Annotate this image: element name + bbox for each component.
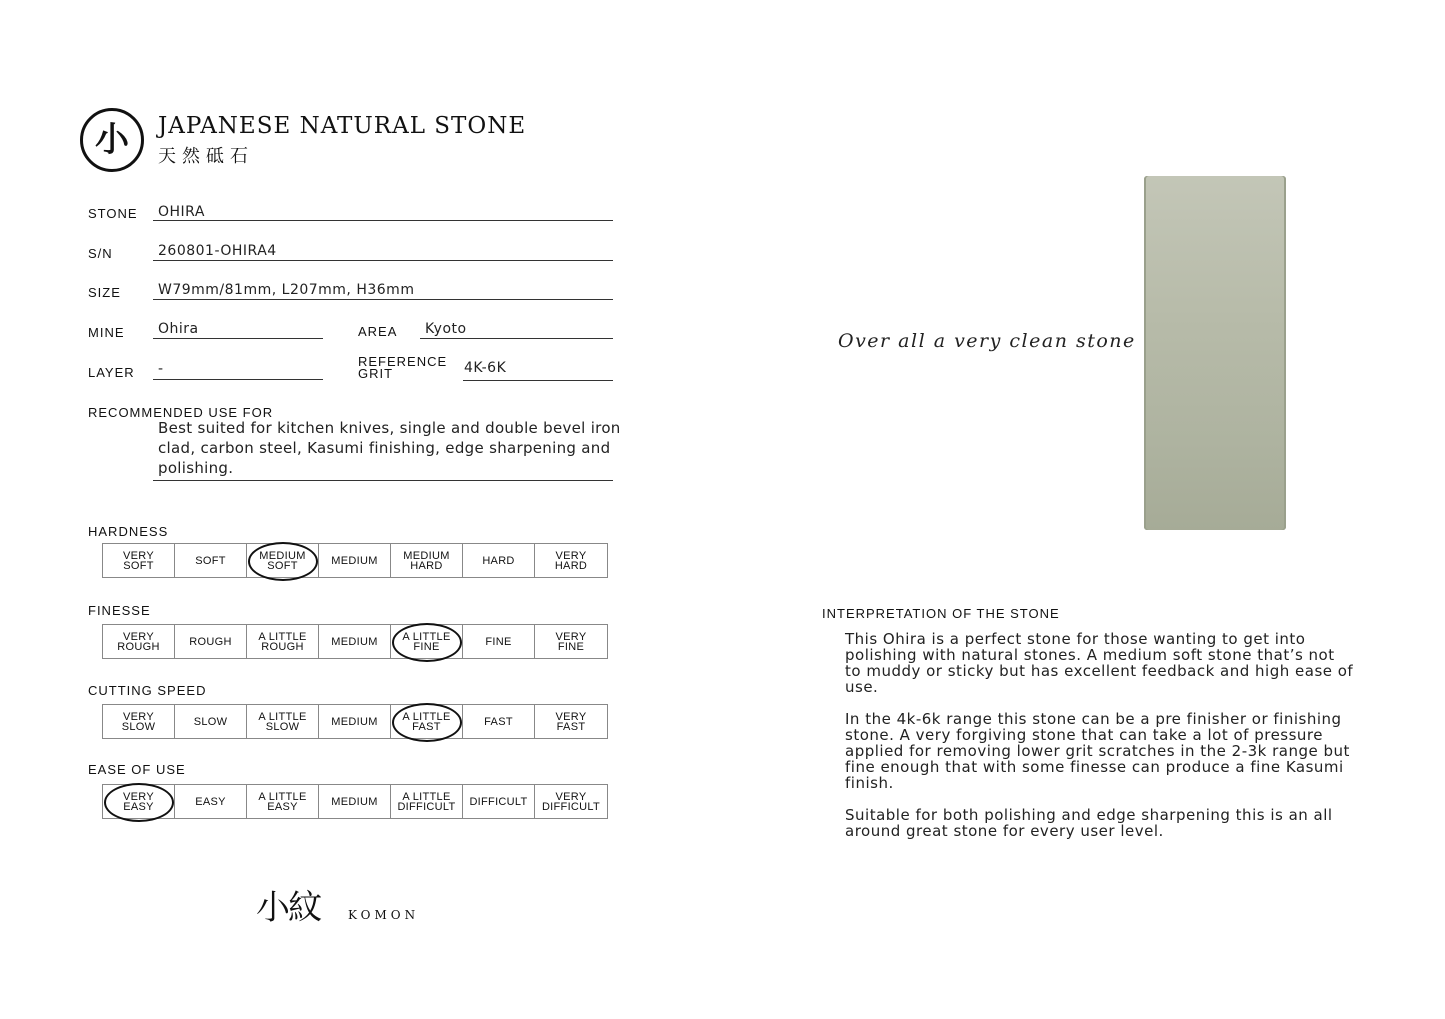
scale-option-label	[331, 637, 377, 647]
selected-ring	[392, 703, 462, 742]
area-label: AREA	[358, 324, 398, 339]
scale-option	[391, 705, 463, 738]
scale-option-label-line: DIFFICULT	[541, 800, 601, 813]
scale-option	[535, 544, 607, 577]
scale-option-label	[556, 632, 587, 652]
scale-option-label	[258, 712, 306, 732]
scale-option	[391, 544, 463, 577]
scale-option-label	[403, 551, 449, 571]
scale-option-label-line: FAST	[484, 715, 513, 728]
reference-grit-value: 4K-6K	[464, 360, 507, 376]
stone-value: OHIRA	[158, 204, 205, 220]
scale-option-label	[555, 551, 587, 571]
scale-option-label-line: MEDIUM	[331, 554, 378, 567]
mine-underline	[153, 338, 323, 339]
scale-option-label-line: SOFT	[195, 554, 226, 567]
scale-option-label-line: VERY	[555, 710, 587, 723]
scale-option-label	[485, 637, 511, 647]
selected-ring	[248, 542, 318, 581]
scale-option-label-line: ROUGH	[261, 640, 304, 653]
reference-grit-label-line1: REFERENCE	[358, 354, 448, 369]
komon-calligraphy: 小紋	[256, 888, 320, 928]
stone-label: STONE	[88, 206, 138, 221]
ease-of-use-title: EASE OF USE	[88, 762, 186, 777]
scale-option-label	[195, 556, 226, 566]
scale-option-label	[542, 792, 600, 812]
scale-option	[535, 625, 607, 658]
scale-option-label-line: MEDIUM	[331, 715, 378, 728]
scale-option	[535, 705, 607, 738]
area-value: Kyoto	[425, 321, 467, 337]
scale-option	[319, 705, 391, 738]
sn-value: 260801-OHIRA4	[158, 243, 277, 259]
scale-option-label-line: EASY	[195, 795, 226, 808]
scale-option	[319, 544, 391, 577]
scale-option-label	[194, 717, 228, 727]
size-underline	[153, 299, 613, 300]
scale-option-label	[331, 797, 377, 807]
brand-logo-glyph: 小	[95, 120, 129, 160]
scale-option	[175, 544, 247, 577]
stone-underline	[153, 220, 613, 221]
sn-underline	[153, 260, 613, 261]
finesse-scale	[102, 624, 608, 659]
scale-option-label	[331, 556, 377, 566]
brand-subtitle: 天然砥石	[158, 146, 254, 167]
size-label: SIZE	[88, 285, 121, 300]
scale-option-label	[258, 792, 306, 812]
scale-option	[103, 705, 175, 738]
scale-option-label-line: EASY	[267, 800, 298, 813]
scale-option	[247, 625, 319, 658]
scale-option-label-line: SOFT	[267, 559, 298, 572]
scale-option-label	[397, 792, 455, 812]
scale-option-label-line: VERY	[123, 790, 154, 803]
interpretation-paragraph: In the 4k-6k range this stone can be a pre finisher or finishing stone. A very forgiving stone that can take a lot of pressure applied for removing lower grit scratches in the 2-3k range but fine enough that with some finesse can produce a fine Kasumi finish.	[845, 710, 1350, 792]
hardness-title: HARDNESS	[88, 524, 169, 539]
scale-option-label-line: FAST	[412, 720, 441, 733]
scale-option-label	[258, 632, 306, 652]
scale-option-label-line: FAST	[556, 720, 586, 733]
scale-option-label	[482, 556, 514, 566]
scale-option-label-line: FINE	[413, 640, 440, 653]
scale-option-label-line: SLOW	[193, 715, 228, 728]
komon-wordmark: KOMON	[348, 908, 420, 922]
scale-option-label-line: VERY	[555, 790, 587, 803]
scale-option	[175, 785, 247, 818]
scale-option-label-line: ROUGH	[117, 640, 160, 653]
scale-option-label-line: VERY	[123, 549, 154, 562]
scale-option-label-line: SLOW	[265, 720, 300, 733]
scale-option-label-line: A LITTLE	[258, 710, 307, 723]
cutting-speed-scale	[102, 704, 608, 739]
cutting-speed-title: CUTTING SPEED	[88, 683, 207, 698]
recommended-text: Best suited for kitchen knives, single and double bevel iron clad, carbon steel, Kasumi finishing, edge sharpening and polishing.	[158, 419, 621, 477]
scale-option-label	[122, 712, 156, 732]
finesse-title: FINESSE	[88, 603, 151, 618]
scale-option-label	[469, 797, 527, 807]
scale-option	[319, 785, 391, 818]
scale-option-label-line: VERY	[123, 630, 154, 643]
scale-option	[103, 544, 175, 577]
scale-option-label-line: A LITTLE	[258, 630, 307, 643]
area-underline	[420, 338, 613, 339]
interpretation-title: INTERPRETATION OF THE STONE	[822, 606, 1060, 621]
scale-option-label-line: MEDIUM	[331, 635, 378, 648]
brand-title: JAPANESE NATURAL STONE	[158, 113, 527, 139]
scale-option-label	[123, 551, 154, 571]
scale-option-label-line: EASY	[123, 800, 154, 813]
scale-option-label-line: VERY	[123, 710, 154, 723]
scale-option	[247, 705, 319, 738]
scale-option	[103, 625, 175, 658]
scale-option-label-line: DIFFICULT	[397, 800, 456, 813]
scale-option-label-line: HARD	[482, 554, 515, 567]
hardness-scale	[102, 543, 608, 578]
scale-option-label-line: A LITTLE	[402, 790, 451, 803]
ease-of-use-scale	[102, 784, 608, 819]
stone-photo	[1144, 176, 1286, 530]
scale-option-label-line: HARD	[410, 559, 443, 572]
layer-underline	[153, 379, 323, 380]
scale-option-label	[484, 717, 513, 727]
scale-option	[463, 705, 535, 738]
scale-option-label-line: A LITTLE	[402, 710, 451, 723]
mine-label: MINE	[88, 325, 125, 340]
interpretation-paragraph: Suitable for both polishing and edge sharpening this is an all around great stone for every user level.	[845, 806, 1333, 840]
reference-grit-underline	[463, 380, 613, 381]
scale-option-label	[556, 712, 587, 732]
slogan: Over all a very clean stone	[838, 330, 1136, 352]
size-value: W79mm/81mm, L207mm, H36mm	[158, 282, 415, 298]
recommended-underline	[153, 480, 613, 481]
sn-label: S/N	[88, 246, 113, 261]
scale-option	[247, 544, 319, 577]
scale-option	[535, 785, 607, 818]
scale-option-label-line: FINE	[557, 640, 585, 653]
scale-option-label-line: A LITTLE	[258, 790, 307, 803]
scale-option-label-line: A LITTLE	[402, 630, 451, 643]
selected-ring	[392, 623, 462, 662]
scale-option-label-line: MEDIUM	[403, 549, 450, 562]
selected-ring	[104, 783, 174, 822]
mine-value: Ohira	[158, 321, 199, 337]
scale-option	[391, 785, 463, 818]
scale-option	[103, 785, 175, 818]
scale-option-label-line: VERY	[555, 549, 587, 562]
scale-option	[391, 625, 463, 658]
scale-option-label	[195, 797, 226, 807]
scale-option-label-line: MEDIUM	[331, 795, 378, 808]
scale-option	[247, 785, 319, 818]
interpretation-paragraph: This Ohira is a perfect stone for those wanting to get into polishing with natural stones. A medium soft stone that’s not to muddy or sticky but has excellent feedback and high ease of use.	[845, 630, 1354, 696]
reference-grit-label-line2: GRIT	[358, 366, 394, 381]
recommended-label: RECOMMENDED USE FOR	[88, 405, 274, 420]
scale-option-label-line: DIFFICULT	[469, 795, 528, 808]
scale-option-label	[117, 632, 159, 652]
scale-option-label	[189, 637, 231, 647]
scale-option-label-line: FINE	[485, 635, 512, 648]
scale-option-label-line: SLOW	[121, 720, 156, 733]
scale-option	[463, 785, 535, 818]
scale-option	[175, 705, 247, 738]
brand-logo	[80, 108, 144, 172]
scale-option	[319, 625, 391, 658]
reference-grit-label	[358, 356, 447, 380]
scale-option-label-line: VERY	[555, 630, 587, 643]
layer-label: LAYER	[88, 365, 135, 380]
scale-option	[175, 625, 247, 658]
scale-option	[463, 625, 535, 658]
scale-option-label-line: SOFT	[123, 559, 154, 572]
scale-option	[463, 544, 535, 577]
scale-option-label	[331, 717, 377, 727]
layer-value: -	[158, 361, 164, 377]
scale-option-label-line: HARD	[554, 559, 588, 572]
scale-option-label-line: ROUGH	[189, 635, 232, 648]
scale-option-label-line: MEDIUM	[259, 549, 306, 562]
